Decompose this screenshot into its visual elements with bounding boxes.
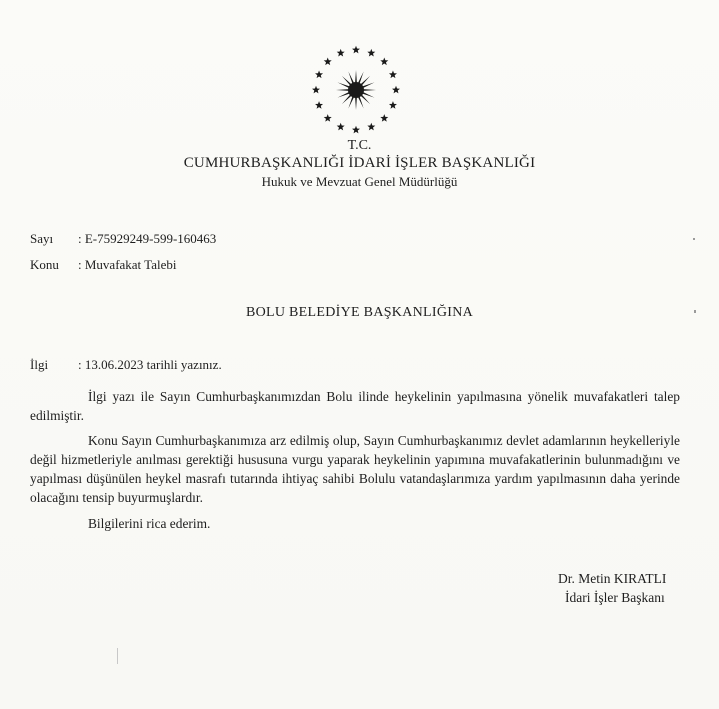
star-icon [392,86,400,94]
signatory-title: İdari İşler Başkanı [565,590,665,605]
scan-speck [694,310,696,313]
star-icon [324,114,332,122]
sun-ray [360,94,370,104]
star-icon [315,70,323,78]
sun-ray [336,89,349,91]
sun-ray [348,72,354,84]
sun-ray [338,92,350,98]
sun-ray [358,72,364,84]
sun-ray [363,89,376,91]
konu-label: Konu [30,257,59,272]
ilgi-value: : 13.06.2023 tarihli yazınız. [78,357,222,372]
star-icon [337,49,345,57]
paragraph-3: Bilgilerini rica ederim. [88,516,211,531]
star-icon [312,86,320,94]
header-organization: CUMHURBAŞKANLIĞI İDARİ İŞLER BAŞKANLIĞI [183,155,536,171]
scan-speck [117,648,118,664]
star-icon [380,58,388,66]
addressee: BOLU BELEDİYE BAŞKANLIĞINA [245,305,474,320]
sun-ray [342,76,352,86]
star-icon [352,126,360,134]
scan-speck [693,238,695,240]
sun-ray [348,96,354,108]
header-country: T.C. [347,138,372,153]
paragraph-2: Konu Sayın Cumhurbaşkanımıza arz edilmiş olup, Sayın Cumhurbaşkanımız devlet adamlarının heykelleriyle değil hizmetleriyle anılması gerektiği hususuna vurgu yaparak heykelinin yapımına muvafakatlerinin bulunmadığını ve yapılması düşünülen heykel masrafı tutarında ihtiyaç sahibi Bolulu vatandaşlarımıza yardım yapılmasının daha yerinde olacağını tensip buyurmuşlardır. [30,433,680,505]
ilgi-label: İlgi [30,357,49,372]
presidential-seal-icon [300,40,412,140]
paragraph-1: İlgi yazı ile Sayın Cumhurbaşkanımızdan Bolu ilinde heykelinin yapılmasına yönelik muvafakatleri talep edilmiştir. [30,389,680,423]
sun-ray [342,94,352,104]
sun-ray [355,97,357,110]
star-icon [389,70,397,78]
sun-ray [362,82,374,88]
sayi-value: : E-75929249-599-160463 [78,231,217,246]
star-icon [352,46,360,54]
sun-ray [360,76,370,86]
header-department: Hukuk ve Mevzuat Genel Müdürlüğü [261,174,458,189]
konu-value: : Muvafakat Talebi [78,257,177,272]
star-icon [367,123,375,131]
signatory-name: Dr. Metin KIRATLI [558,571,667,586]
sayi-label: Sayı [30,231,54,246]
sun-ray [358,96,364,108]
sun-ray [338,82,350,88]
star-icon [315,101,323,109]
star-icon [337,123,345,131]
sun-ray [355,70,357,83]
sun-ray [362,92,374,98]
star-icon [324,58,332,66]
star-icon [367,49,375,57]
star-icon [380,114,388,122]
star-icon [389,101,397,109]
